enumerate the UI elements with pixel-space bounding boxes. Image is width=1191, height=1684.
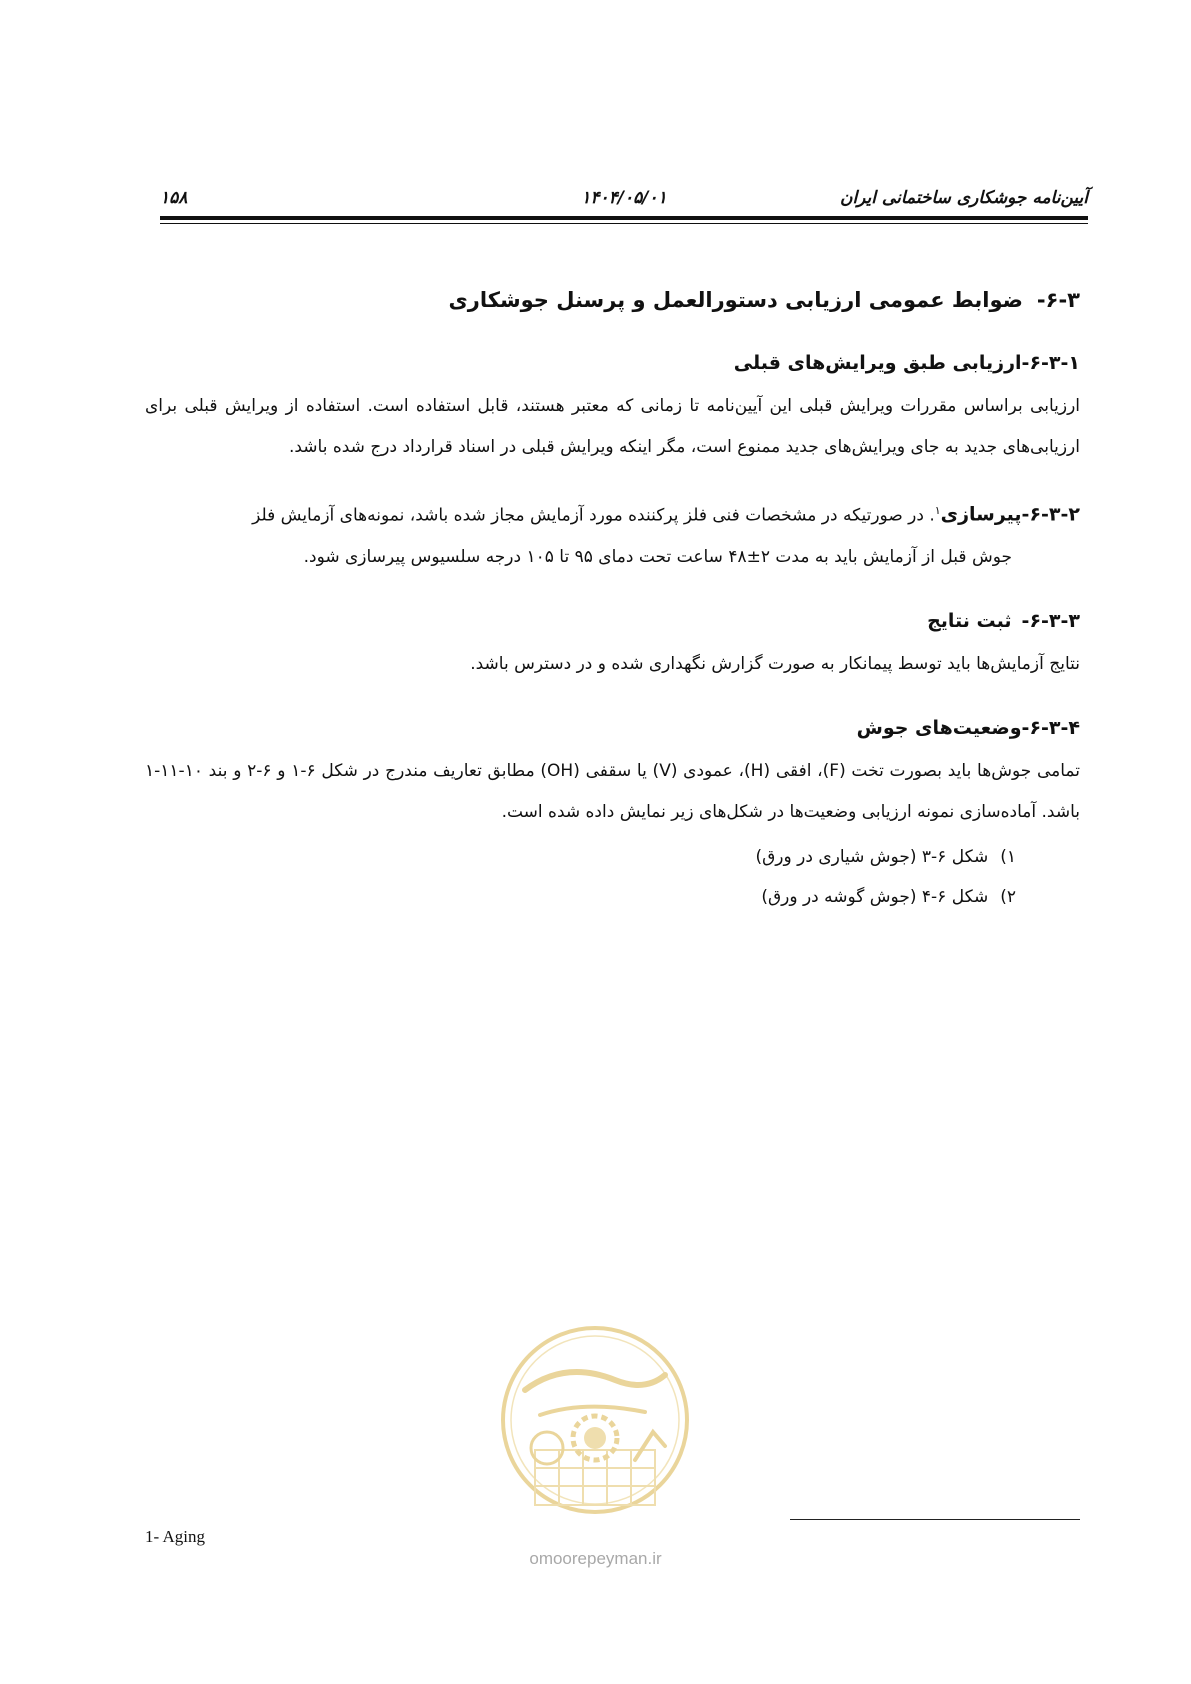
subsection-heading-4 (145, 711, 1080, 745)
paragraph-2-text-1: . در صورتیکه در مشخصات فنی فلز پرکننده مورد آزمایش مجاز شده باشد، نمونه‌های آزمایش فلز (252, 505, 935, 526)
list-item-text: شکل ۶-۳ (جوش شیاری در ورق) (755, 846, 989, 867)
footnote-ref[interactable]: ۱ (934, 504, 941, 517)
subsection-number-4: ۶-۳-۴- (1021, 716, 1080, 739)
page-body (145, 268, 1080, 917)
list-marker: ۱) (1000, 846, 1016, 867)
subsection-title-3: ثبت نتایج (927, 609, 1012, 632)
list-marker: ۲) (1000, 886, 1016, 907)
subsection-number-3: ۶-۳-۳- (1021, 609, 1080, 632)
list-item (145, 877, 1016, 917)
subsection-title-4: وضعیت‌های جوش (856, 716, 1022, 739)
paragraph-2-line-1 (145, 490, 1080, 537)
watermark-seal-icon (495, 1320, 695, 1540)
subsection-heading-1 (145, 346, 1080, 380)
header-rule-thin (160, 223, 1088, 224)
figure-list (145, 837, 1080, 917)
subsection-number-1: ۶-۳-۱- (1021, 352, 1080, 374)
subsection-lead-2: ۶-۳-۲-پیرسازی (940, 503, 1080, 526)
header-rule-thick (160, 216, 1088, 220)
paragraph-4: تمامی جوش‌ها باید بصورت تخت (F)، افقی (H)، عمودی (V) یا سقفی (OH) مطابق تعاریف مندرج در شکل ۶-۱ و ۶-۲ و بند ۱۰-۱۱-۱ باشد. آماده‌سازی نمونه ارزیابی وضعیت‌ها در شکل‌های زیر نمایش داده شده است. (145, 760, 1080, 822)
running-header (160, 188, 1088, 212)
paragraph-2-line-2: جوش قبل از آزمایش باید به مدت ۲±۴۸ ساعت تحت دمای ۹۵ تا ۱۰۵ درجه سلسیوس پیرسازی شود. (303, 546, 1012, 567)
subsection-title-1: ارزیابی طبق ویرایش‌های قبلی (733, 352, 1022, 374)
paragraph-1: ارزیابی براساس مقررات ویرایش قبلی این آیین‌نامه تا زمانی که معتبر هستند، قابل استفاده است. استفاده از ویرایش قبلی برای ارزیابی‌های جدید به جای ویرایش‌های جدید ممنوع است، مگر اینکه ویرایش قبلی در اسناد قرارداد درج شده باشد. (145, 396, 1080, 457)
subsection-heading-3 (145, 604, 1080, 638)
footnote-rule (790, 1519, 1080, 1520)
watermark-logo (495, 1320, 695, 1540)
section-title: ضوابط عمومی ارزیابی دستورالعمل و پرسنل جوشکاری (448, 288, 1023, 312)
paragraph-3: نتایج آزمایش‌ها باید توسط پیمانکار به صورت گزارش نگهداری شده و در دسترس باشد. (470, 653, 1080, 674)
header-title: آیین‌نامه جوشکاری ساختمانی ایران (839, 188, 1088, 208)
section-number: ۶-۳- (1036, 288, 1080, 312)
header-date: ۱۴۰۴/۰۵/۰۱ (581, 188, 667, 208)
list-item-text: شکل ۶-۴ (جوش گوشه در ورق) (761, 886, 989, 907)
section-heading (145, 280, 1080, 320)
watermark-url: omoorepeyman.ir (529, 1549, 662, 1568)
list-item (145, 837, 1016, 877)
footnote: 1- Aging (145, 1527, 205, 1546)
page-number: ۱۵۸ (160, 188, 188, 208)
